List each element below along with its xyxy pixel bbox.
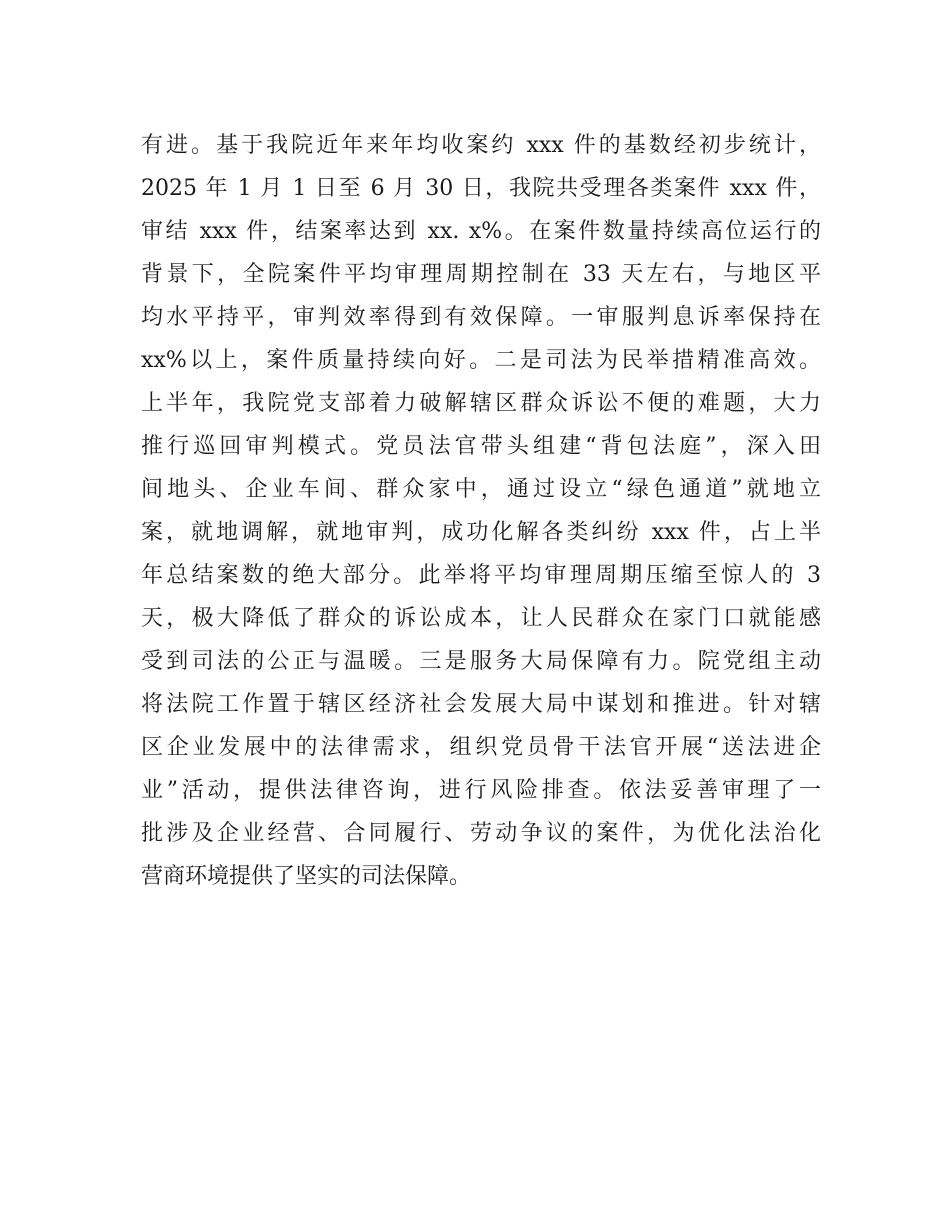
- paragraph-line-14: 将法院工作置于辖区经济社会发展大局中谋划和推进。针对辖: [141, 692, 821, 717]
- paragraph-line-16: 业”活动，提供法律咨询，进行风险排查。依法妥善审理了一: [141, 778, 821, 803]
- paragraph-line-7: 上半年，我院党支部着力破解辖区群众诉讼不便的难题，大力: [141, 391, 821, 416]
- paragraph-line-4: 背景下，全院案件平均审理周期控制在 33 天左右，与地区平: [141, 262, 821, 287]
- body-paragraph: [141, 124, 821, 898]
- paragraph-line-13: 受到司法的公正与温暖。三是服务大局保障有力。院党组主动: [141, 649, 821, 674]
- paragraph-line-1: 有进。基于我院近年来年均收案约 xxx 件的基数经初步统计，: [141, 133, 821, 158]
- paragraph-line-11: 年总结案数的绝大部分。此举将平均审理周期压缩至惊人的 3: [141, 563, 821, 588]
- paragraph-line-18: 营商环境提供了坚实的司法保障。: [141, 864, 472, 889]
- paragraph-line-12: 天，极大降低了群众的诉讼成本，让人民群众在家门口就能感: [141, 606, 821, 631]
- paragraph-line-3: 审结 xxx 件，结案率达到 xx. x%。在案件数量持续高位运行的: [141, 219, 821, 244]
- paragraph-line-17: 批涉及企业经营、合同履行、劳动争议的案件，为优化法治化: [141, 821, 821, 846]
- paragraph-line-8: 推行巡回审判模式。党员法官带头组建“背包法庭”，深入田: [141, 434, 821, 459]
- paragraph-line-10: 案，就地调解，就地审判，成功化解各类纠纷 xxx 件，占上半: [141, 520, 821, 545]
- paragraph-line-5: 均水平持平，审判效率得到有效保障。一审服判息诉率保持在: [141, 305, 821, 330]
- paragraph-line-15: 区企业发展中的法律需求，组织党员骨干法官开展“送法进企: [141, 735, 821, 760]
- paragraph-line-9: 间地头、企业车间、群众家中，通过设立“绿色通道”就地立: [141, 477, 821, 502]
- paragraph-line-6: xx%以上，案件质量持续向好。二是司法为民举措精准高效。: [141, 348, 821, 373]
- paragraph-line-2: 2025 年 1 月 1 日至 6 月 30 日，我院共受理各类案件 xxx 件，: [141, 176, 821, 201]
